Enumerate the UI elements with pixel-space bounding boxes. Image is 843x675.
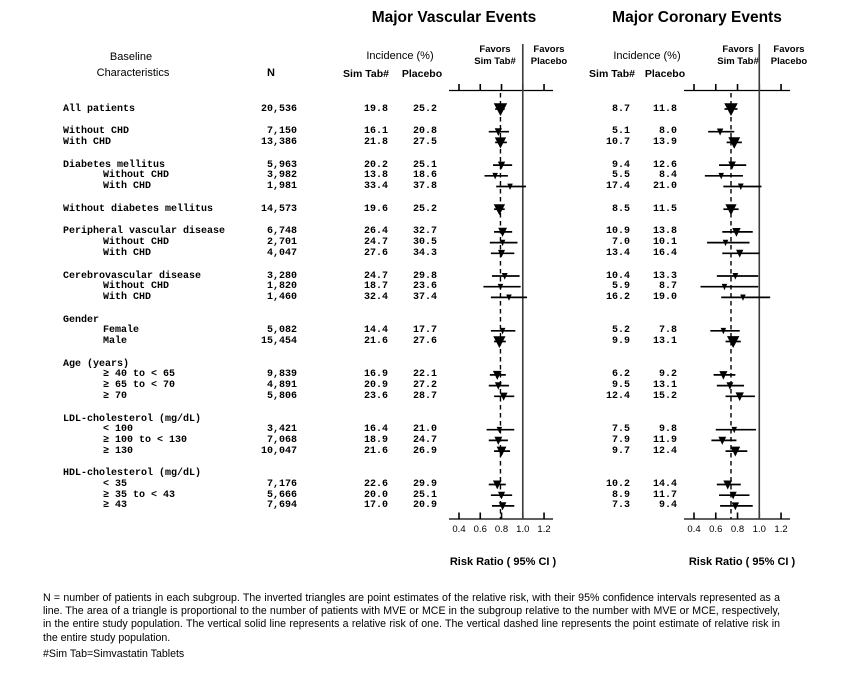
row-label: LDL-cholesterol (mg/dL)	[63, 413, 202, 425]
mce-incidence-header: Incidence (%)	[613, 50, 681, 62]
favors-sim-word: Sim Tab#	[474, 55, 516, 67]
row-mce-placebo-value: 16.4	[652, 247, 677, 259]
row-mce-sim-value: 8.7	[611, 103, 630, 115]
row-mve-sim-value: 18.7	[363, 281, 388, 293]
row-n: 1,820	[266, 281, 297, 293]
row-mve-placebo-value: 32.7	[412, 226, 437, 238]
row-n: 13,386	[260, 136, 297, 148]
row-n: 1,981	[266, 181, 297, 192]
row-label: ≥ 65 to < 70	[103, 380, 176, 392]
row-label: With CHD	[103, 247, 152, 259]
row-label: Without CHD	[103, 170, 170, 182]
favors-word: Favors	[479, 44, 511, 55]
row-n: 1,460	[266, 291, 297, 303]
row-mce-placebo-value: 11.5	[652, 203, 677, 215]
row-mce-placebo-value: 19.0	[652, 291, 677, 303]
mve-incidence-header: Incidence (%)	[366, 50, 434, 62]
row-mve-sim-value: 32.4	[363, 291, 388, 303]
row-mve-placebo-value: 17.7	[412, 325, 437, 337]
row-mce-sim-value: 8.5	[611, 203, 630, 215]
row-mce-sim-value: 10.9	[605, 226, 630, 238]
mve-placebo-column-header: Placebo	[401, 68, 443, 80]
row-label: Without CHD	[103, 281, 170, 293]
axis-tick-label: 1.0	[516, 524, 530, 535]
row-mce-placebo-value: 9.2	[658, 369, 677, 381]
row-n: 3,421	[266, 424, 297, 436]
row-n: 5,082	[266, 325, 297, 337]
row-mve-sim-value: 16.1	[363, 126, 388, 138]
row-label: Without diabetes mellitus	[63, 203, 214, 215]
row-mce-sim-value: 5.2	[611, 325, 630, 337]
row-mve-placebo-value: 25.1	[412, 159, 437, 171]
row-n: 7,068	[266, 434, 297, 446]
mce-sim-column-header: Sim Tab#	[589, 68, 635, 80]
row-mve-placebo-value: 20.9	[412, 500, 437, 512]
row-mve-placebo-value: 28.7	[412, 390, 437, 402]
row-mve-placebo-value: 20.8	[412, 126, 437, 138]
row-mve-placebo-value: 25.2	[412, 103, 437, 115]
row-n: 3,982	[266, 170, 297, 182]
row-mve-placebo-value: 27.2	[412, 380, 437, 392]
row-mve-sim-value: 20.0	[363, 489, 388, 501]
row-mce-placebo-value: 11.9	[652, 434, 677, 446]
row-mve-sim-value: 26.4	[363, 226, 388, 238]
row-mce-sim-value: 5.5	[611, 170, 630, 182]
favors-placebo-word: Placebo	[530, 55, 568, 67]
row-mce-placebo-value: 21.0	[652, 181, 677, 192]
row-mve-placebo-value: 27.6	[412, 336, 437, 347]
sim-tab-definition: #Sim Tab=Simvastatin Tablets	[43, 648, 185, 660]
row-label: Peripheral vascular disease	[63, 226, 226, 238]
row-label: With CHD	[63, 136, 112, 148]
row-mve-sim-value: 21.8	[363, 136, 388, 148]
row-n: 15,454	[260, 336, 297, 347]
row-mve-placebo-value: 29.8	[412, 270, 437, 282]
row-n: 7,694	[266, 500, 297, 512]
row-label: ≥ 40 to < 65	[103, 369, 176, 381]
row-mve-placebo-value: 26.9	[412, 445, 437, 457]
axis-tick-label: 0.6	[709, 524, 723, 535]
favors-word: Favors	[773, 44, 805, 55]
row-mve-placebo-value: 34.3	[412, 247, 437, 259]
row-mce-placebo-value: 11.7	[652, 489, 677, 501]
row-mve-sim-value: 27.6	[363, 247, 388, 259]
row-mve-sim-value: 23.6	[363, 390, 388, 402]
row-mve-placebo-value: 23.6	[412, 281, 437, 293]
row-mve-placebo-value: 22.1	[412, 369, 437, 381]
row-mce-sim-value: 7.9	[611, 434, 630, 446]
row-n: 14,573	[260, 203, 297, 215]
row-mce-sim-value: 9.9	[611, 336, 630, 347]
row-label: ≥ 43	[103, 500, 128, 512]
row-label: Age (years)	[63, 358, 130, 370]
row-mve-sim-value: 18.9	[363, 434, 388, 446]
row-n: 9,839	[266, 369, 297, 381]
row-mce-sim-value: 17.4	[605, 181, 630, 192]
row-mce-sim-value: 16.2	[605, 291, 630, 303]
row-mce-placebo-value: 12.6	[652, 159, 677, 171]
row-mce-placebo-value: 9.8	[658, 424, 677, 436]
mce-title: Major Coronary Events	[612, 9, 782, 26]
row-n: 10,047	[260, 445, 297, 457]
baseline-header-line2: Characteristics	[96, 67, 170, 79]
row-label: < 35	[103, 479, 128, 490]
row-mce-sim-value: 9.5	[611, 380, 630, 392]
row-mce-placebo-value: 15.2	[652, 390, 677, 402]
row-mce-sim-value: 9.7	[611, 445, 630, 457]
row-n: 7,150	[266, 126, 297, 138]
row-n: 3,280	[266, 270, 297, 282]
axis-tick-label: 1.2	[537, 524, 551, 535]
row-mve-sim-value: 16.9	[363, 369, 388, 381]
row-mve-placebo-value: 29.9	[412, 479, 437, 490]
row-mce-sim-value: 12.4	[605, 390, 630, 402]
row-mce-placebo-value: 13.1	[652, 380, 677, 392]
axis-tick-label: 0.4	[687, 524, 701, 535]
row-mce-sim-value: 7.5	[611, 424, 630, 436]
row-mve-sim-value: 20.2	[363, 159, 388, 171]
mce-placebo-column-header: Placebo	[644, 68, 686, 80]
row-mve-sim-value: 14.4	[363, 325, 388, 337]
row-label: ≥ 130	[103, 445, 134, 457]
mce-axis-title: Risk Ratio ( 95% CI )	[688, 556, 796, 568]
axis-tick-label: 0.8	[730, 524, 745, 535]
axis-tick-label: 0.6	[473, 524, 487, 535]
row-label: With CHD	[103, 181, 152, 192]
row-mce-placebo-value: 13.3	[652, 270, 677, 282]
row-mce-sim-value: 5.9	[611, 281, 630, 293]
favors-word: Favors	[722, 44, 754, 55]
row-n: 5,806	[266, 390, 297, 402]
row-label: Gender	[63, 314, 100, 326]
row-mce-placebo-value: 9.4	[658, 500, 677, 512]
row-label: Cerebrovascular disease	[63, 270, 202, 282]
row-mce-sim-value: 6.2	[611, 369, 630, 381]
favors-word: Favors	[533, 44, 565, 55]
row-mve-placebo-value: 24.7	[412, 434, 437, 446]
row-mce-placebo-value: 13.1	[652, 336, 677, 347]
row-label: ≥ 70	[103, 390, 128, 402]
row-mce-placebo-value: 8.4	[658, 170, 677, 182]
row-label: HDL-cholesterol (mg/dL)	[63, 468, 202, 480]
row-mve-placebo-value: 21.0	[412, 424, 437, 436]
row-n: 5,963	[266, 159, 297, 171]
row-mve-sim-value: 33.4	[363, 181, 388, 192]
row-mce-sim-value: 10.7	[605, 136, 630, 148]
row-n: 5,666	[266, 489, 297, 501]
row-label: ≥ 100 to < 130	[103, 434, 188, 446]
row-mce-placebo-value: 7.8	[658, 325, 677, 337]
row-n: 4,891	[266, 380, 297, 392]
row-n: 2,701	[266, 237, 297, 249]
row-mve-placebo-value: 37.8	[412, 181, 437, 192]
favors-placebo-word: Placebo	[770, 55, 808, 67]
row-mve-placebo-value: 25.2	[412, 203, 437, 215]
row-mve-sim-value: 19.8	[363, 103, 388, 115]
row-mve-sim-value: 17.0	[363, 500, 388, 512]
row-mce-sim-value: 8.9	[611, 489, 630, 501]
row-mve-sim-value: 13.8	[363, 170, 388, 182]
row-label: Diabetes mellitus	[63, 159, 166, 171]
row-mce-placebo-value: 8.7	[658, 281, 677, 293]
row-mce-placebo-value: 12.4	[652, 445, 677, 457]
row-mve-sim-value: 19.6	[363, 203, 388, 215]
baseline-header-line1: Baseline	[109, 51, 153, 63]
row-mce-placebo-value: 13.9	[652, 136, 677, 148]
favors-sim-word: Sim Tab#	[717, 55, 759, 67]
row-mce-placebo-value: 14.4	[652, 479, 677, 490]
row-mce-placebo-value: 8.0	[658, 126, 677, 138]
row-n: 6,748	[266, 226, 297, 238]
row-label: ≥ 35 to < 43	[103, 489, 176, 501]
row-mce-sim-value: 7.0	[611, 237, 630, 249]
row-n: 20,536	[260, 103, 297, 115]
row-mce-sim-value: 10.4	[605, 270, 630, 282]
row-mve-sim-value: 21.6	[363, 336, 388, 347]
footnote: N = number of patients in each subgroup. The inverted triangles are point estimates of the relative risk, with their 95% confidence intervals represented as a line. The area of a triangle is proportional to the number of patients with MVE or MCE in the subgroup relative to the number with MVE or MCE, respectively, in the entire study population. The vertical solid line represents a relative risk of one. The vertical dashed line represents the point estimate of relative risk in the entire study population.	[43, 592, 780, 644]
row-mce-sim-value: 9.4	[611, 159, 630, 171]
row-mve-sim-value: 16.4	[363, 424, 388, 436]
row-label: < 100	[103, 424, 134, 436]
row-mve-placebo-value: 25.1	[412, 489, 437, 501]
row-mve-sim-value: 21.6	[363, 445, 388, 457]
row-label: Male	[103, 336, 128, 347]
row-mve-placebo-value: 37.4	[412, 291, 437, 303]
mve-sim-column-header: Sim Tab#	[343, 68, 389, 80]
row-mve-sim-value: 22.6	[363, 479, 388, 490]
row-mce-placebo-value: 13.8	[652, 226, 677, 238]
mve-title: Major Vascular Events	[371, 9, 537, 26]
mve-axis-title: Risk Ratio ( 95% CI )	[449, 556, 557, 568]
row-mce-placebo-value: 10.1	[652, 237, 677, 249]
axis-tick-label: 1.0	[752, 524, 766, 535]
row-mce-sim-value: 7.3	[611, 500, 630, 512]
axis-tick-label: 0.4	[452, 524, 466, 535]
row-n: 4,047	[266, 247, 297, 259]
row-mce-sim-value: 5.1	[611, 126, 630, 138]
axis-tick-label: 1.2	[774, 524, 788, 535]
n-column-header: N	[267, 67, 275, 79]
row-mce-sim-value: 13.4	[605, 247, 630, 259]
row-label: Female	[103, 325, 140, 337]
row-mve-placebo-value: 27.5	[412, 136, 437, 148]
row-mve-sim-value: 24.7	[363, 270, 388, 282]
row-mve-sim-value: 24.7	[363, 237, 388, 249]
axis-tick-label: 0.8	[494, 524, 509, 535]
row-label: Without CHD	[63, 126, 130, 138]
row-label: All patients	[63, 103, 136, 115]
row-mve-placebo-value: 18.6	[412, 170, 437, 182]
row-mve-placebo-value: 30.5	[412, 237, 437, 249]
row-mce-placebo-value: 11.8	[652, 103, 677, 115]
row-label: With CHD	[103, 291, 152, 303]
row-mce-sim-value: 10.2	[605, 479, 630, 490]
row-label: Without CHD	[103, 237, 170, 249]
row-n: 7,176	[266, 479, 297, 490]
row-mve-sim-value: 20.9	[363, 380, 388, 392]
